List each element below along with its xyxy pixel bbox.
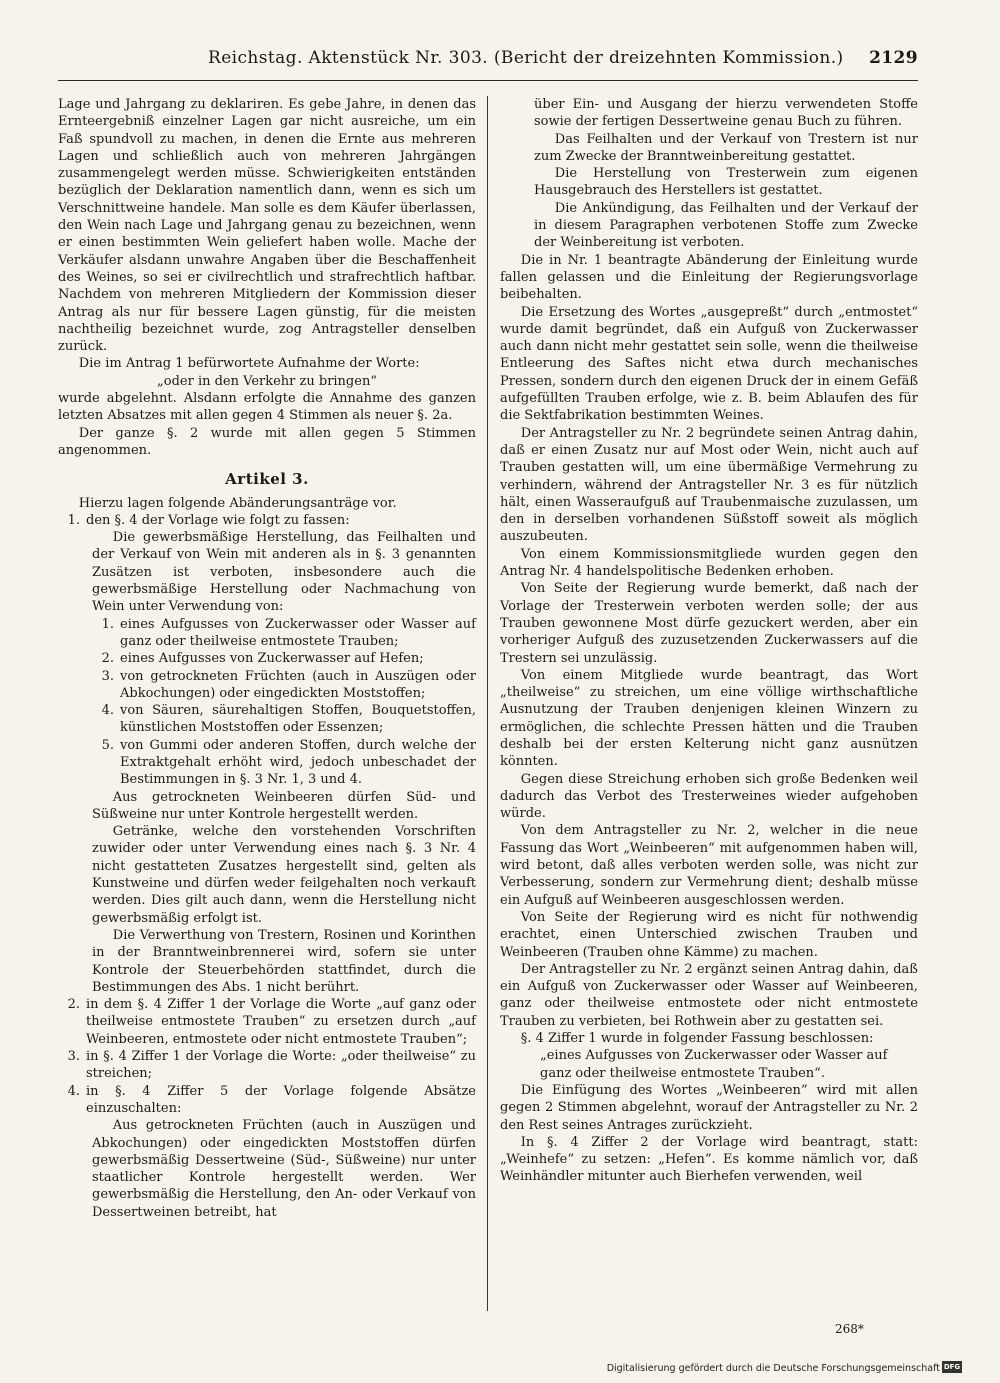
section-heading: Artikel 3. bbox=[225, 470, 309, 489]
item-text: in §. 4 Ziffer 5 der Vorlage folgende Absätze einzuschalten: bbox=[86, 1083, 476, 1116]
list-item bbox=[58, 1083, 476, 1118]
paragraph: Von einem Kommissionsmitgliede wurden gegen den Antrag Nr. 4 handelspolitische Bedenken erhoben. bbox=[500, 546, 918, 580]
list-item bbox=[92, 616, 476, 651]
paragraph: über Ein- und Ausgang der hierzu verwendeten Stoffe sowie der fertigen Dessertweine genau Buch zu führen. bbox=[534, 97, 918, 130]
item-text: eines Aufgusses von Zuckerwasser auf Hefen; bbox=[120, 651, 424, 667]
quotation: „eines Aufgusses von Zuckerwasser oder Wasser auf ganz oder theilweise entmostete Trauben“. bbox=[540, 1048, 888, 1081]
list-item bbox=[92, 702, 476, 737]
item-number: 5. bbox=[101, 737, 114, 753]
paragraph: Die Einfügung des Wortes „Weinbeeren“ wird mit allen gegen 2 Stimmen abgelehnt, worauf der Antragsteller zu Nr. 2 den Rest seines Antrages zurückzieht. bbox=[500, 1082, 918, 1133]
quotation: „oder in den Verkehr zu bringen“ bbox=[157, 373, 377, 389]
item-text: den §. 4 der Vorlage wie folgt zu fassen: bbox=[86, 512, 350, 528]
paragraph: Aus getrockneten Früchten (auch in Auszügen und Abkochungen) oder eingedickten Moststoffen dürfen gewerbsmäßig Dessertweine (Süd-, Süßweine) nur unter staatlicher Kontrole hergestellt werden. Wer gewerbsmäßig die Herstellung, den An- oder Verkauf von Dessertweinen betreibt, hat bbox=[92, 1118, 476, 1220]
paragraph: Der ganze §. 2 wurde mit allen gegen 5 Stimmen angenommen. bbox=[58, 425, 476, 458]
paragraph: In §. 4 Ziffer 2 der Vorlage wird beantragt, statt: „Weinhefe“ zu setzen: „Hefen“. Es komme nämlich vor, daß Weinhändler mitunter auch Bierhefen verwenden, weil bbox=[500, 1134, 918, 1185]
paragraph: Aus getrockneten Weinbeeren dürfen Süd- und Süßweine nur unter Kontrole hergestellt werden. bbox=[92, 789, 476, 822]
paragraph: Die in Nr. 1 beantragte Abänderung der Einleitung wurde fallen gelassen und die Einleitung der Regierungsvorlage beibehalten. bbox=[500, 252, 918, 303]
paragraph: Das Feilhalten und der Verkauf von Trestern ist nur zum Zwecke der Branntweinbereitung gestattet. bbox=[534, 131, 918, 164]
header-title: Reichstag. Aktenstück Nr. 303. (Bericht der dreizehnten Kommission.) bbox=[208, 48, 844, 68]
paragraph: wurde abgelehnt. Alsdann erfolgte die Annahme des ganzen letzten Absatzes mit allen gegen 4 Stimmen als neuer §. 2a. bbox=[58, 391, 476, 424]
paragraph: Die gewerbsmäßige Herstellung, das Feilhalten und der Verkauf von Wein mit anderen als in §. 3 genannten Zusätzen ist verboten, insbesondere auch die gewerbsmäßige Herstellung oder Nachmachung von Wein unter Verwendung von: bbox=[92, 530, 476, 615]
left-column bbox=[58, 96, 476, 1221]
paragraph: §. 4 Ziffer 1 wurde in folgender Fassung beschlossen: bbox=[520, 1031, 874, 1047]
paragraph: Die im Antrag 1 befürwortete Aufnahme der Worte: bbox=[78, 356, 420, 372]
item-text: von Gummi oder anderen Stoffen, durch welche der Extraktgehalt erhöht wird, jedoch unbeschadet der Bestimmungen in §. 3 Nr. 1, 3 und 4. bbox=[120, 737, 476, 788]
column-divider bbox=[487, 96, 488, 1311]
page-header bbox=[58, 44, 918, 74]
header-rule bbox=[58, 80, 918, 81]
paragraph: Der Antragsteller zu Nr. 2 begründete seinen Antrag dahin, daß er einen Zusatz nur auf Most oder Wein, nicht auch auf Trauben gestatten will, um eine übermäßige Vermehrung zu verhindern, während der Antragsteller Nr. 3 es für nützlich hält, einen Wasseraufguß auf Traubenmaische zuzulassen, um den in derselben vorhandenen Süßstoff soweit als möglich auszubeuten. bbox=[500, 425, 918, 545]
paragraph: Hierzu lagen folgende Abänderungsanträge vor. bbox=[78, 495, 397, 511]
item-number: 2. bbox=[101, 651, 114, 667]
right-column bbox=[500, 96, 918, 1186]
paragraph: Getränke, welche den vorstehenden Vorschriften zuwider oder unter Verwendung eines nach §. 3 Nr. 4 nicht gestatteten Zusatzes hergestellt sind, gelten als Kunstweine und dürfen weder feilgehalten noch verkauft werden. Dies gilt auch dann, wenn die Herstellung nicht gewerbsmäßig erfolgt ist. bbox=[92, 824, 476, 926]
list-item bbox=[92, 668, 476, 703]
list-item bbox=[58, 1048, 476, 1083]
item-number: 3. bbox=[67, 1049, 80, 1065]
item-text: eines Aufgusses von Zuckerwasser oder Wasser auf ganz oder theilweise entmostete Trauben; bbox=[120, 616, 476, 649]
list-item bbox=[58, 512, 476, 529]
item-number: 3. bbox=[101, 668, 114, 684]
item-number: 4. bbox=[101, 703, 114, 719]
paragraph: Die Ankündigung, das Feilhalten und der Verkauf der in diesem Paragraphen verbotenen Stoffe zum Zwecke der Weinbereitung ist verboten. bbox=[534, 200, 918, 251]
item-number: 4. bbox=[67, 1083, 80, 1099]
item-number: 2. bbox=[67, 997, 80, 1013]
list-item bbox=[58, 996, 476, 1048]
item-text: von getrockneten Früchten (auch in Auszügen oder Abkochungen) oder eingedickten Moststoffen; bbox=[120, 668, 476, 701]
paragraph: Gegen diese Streichung erhoben sich große Bedenken weil dadurch das Verbot des Tresterweines wieder aufgehoben würde. bbox=[500, 771, 918, 822]
paragraph: Lage und Jahrgang zu deklariren. Es gebe Jahre, in denen das Ernteergebniß einzelner Lagen gar nicht ausreiche, um ein Faß spundvoll zu machen, in denen die Ernte aus mehreren Lagen und schließlich auch von mehreren Jahrgängen zusammengelegt werden müsse. Schwierigkeiten entständen bezüglich der Deklaration namentlich dann, wenn es sich um Verschnittweine handele. Man solle es dem Käufer überlassen, den Wein nach Lage und Jahrgang genau zu bezeichnen, wenn er einen bestimmten Wein geliefert haben wolle. Mache der Verkäufer alsdann unwahre Angaben über die Beschaffenheit des Weines, so sei er civilrechtlich und strafrechtlich haftbar. Nachdem von mehreren Mitgliedern der Kommission dieser Antrag als nur für bessere Lagen günstig, für die meisten nachtheilig bezeichnet wurde, zog Antragsteller denselben zurück. bbox=[58, 97, 476, 355]
list-item bbox=[92, 737, 476, 789]
header-page-number: 2129 bbox=[869, 48, 918, 68]
paragraph: Der Antragsteller zu Nr. 2 ergänzt seinen Antrag dahin, daß ein Aufguß von Zuckerwasser oder Wasser auf Weinbeeren, ganz oder theilweise entmostete oder nicht entmostete Trauben zu verbieten, bei Rothwein aber zu gestatten sei. bbox=[500, 961, 918, 1029]
page-signature: 268* bbox=[835, 1322, 864, 1336]
item-body bbox=[58, 529, 476, 996]
paragraph: Die Herstellung von Tresterwein zum eigenen Hausgebrauch des Herstellers ist gestattet. bbox=[534, 166, 918, 199]
list-item bbox=[92, 650, 476, 667]
item-text: in dem §. 4 Ziffer 1 der Vorlage die Worte „auf ganz oder theilweise entmostete Trauben“ zu ersetzen durch „auf Weinbeeren, entmostete oder nicht entmostete Trauben“; bbox=[86, 997, 476, 1047]
item-text: in §. 4 Ziffer 1 der Vorlage die Worte: „oder theilweise“ zu streichen; bbox=[86, 1049, 476, 1082]
paragraph: Von Seite der Regierung wurde bemerkt, daß nach der Vorlage der Tresterwein verboten werden solle; der aus Trauben gewonnene Most dürfe gezuckert werden, aber ein vorheriger Aufguß des zuzusetzenden Zuckerwassers auf die Trestern sei unzulässig. bbox=[500, 581, 918, 666]
paragraph: Von dem Antragsteller zu Nr. 2, welcher in die neue Fassung das Wort „Weinbeeren“ mit aufgenommen haben will, wird betont, daß alles verboten werden solle, was nicht zur Verbesserung, sondern zur Vermehrung dient; deshalb müsse ein Aufguß auf Weinbeeren ausgeschlossen werden. bbox=[500, 823, 918, 908]
item-body-continued bbox=[500, 96, 918, 252]
dfg-logo: DFG bbox=[943, 1363, 961, 1371]
item-number: 1. bbox=[67, 512, 80, 528]
paragraph: Von Seite der Regierung wird es nicht für nothwendig erachtet, einen Unterschied zwischen Trauben und Weinbeeren (Trauben ohne Kämme) zu machen. bbox=[500, 909, 918, 960]
footer-credit: Digitalisierung gefördert durch die Deutsche Forschungsgemeinschaft bbox=[606, 1363, 940, 1374]
item-number: 1. bbox=[101, 616, 114, 632]
item-body bbox=[58, 1117, 476, 1221]
item-text: von Säuren, säurehaltigen Stoffen, Bouquetstoffen, künstlichen Moststoffen oder Essenzen; bbox=[120, 703, 476, 736]
paragraph: Von einem Mitgliede wurde beantragt, das Wort „theilweise“ zu streichen, um eine völlige wirthschaftliche Ausnutzung der Trauben denjenigen kleinen Winzern zu ermöglichen, die schlechte Pressen hätten und die Trauben deshalb bei der ersten Kelterung nicht ganz ausnützen könnten. bbox=[500, 667, 918, 770]
paragraph: Die Ersetzung des Wortes „ausgepreßt“ durch „entmostet“ wurde damit begründet, daß ein Aufguß von Zuckerwasser auch dann nicht mehr gestattet sein solle, wenn die theilweise Entleerung des Saftes nicht etwa durch mechanisches Pressen, sondern durch den eigenen Druck der in einem Gefäß aufgefüllten Trauben erfolge, wie z. B. beim Ablaufen des für die Sektfabrikation bestimmten Weines. bbox=[500, 304, 918, 424]
paragraph: Die Verwerthung von Trestern, Rosinen und Korinthen in der Branntweinbrennerei wird, sofern sie unter Kontrole der Steuerbehörden stattfindet, durch die Bestimmungen des Abs. 1 nicht berührt. bbox=[92, 927, 476, 995]
